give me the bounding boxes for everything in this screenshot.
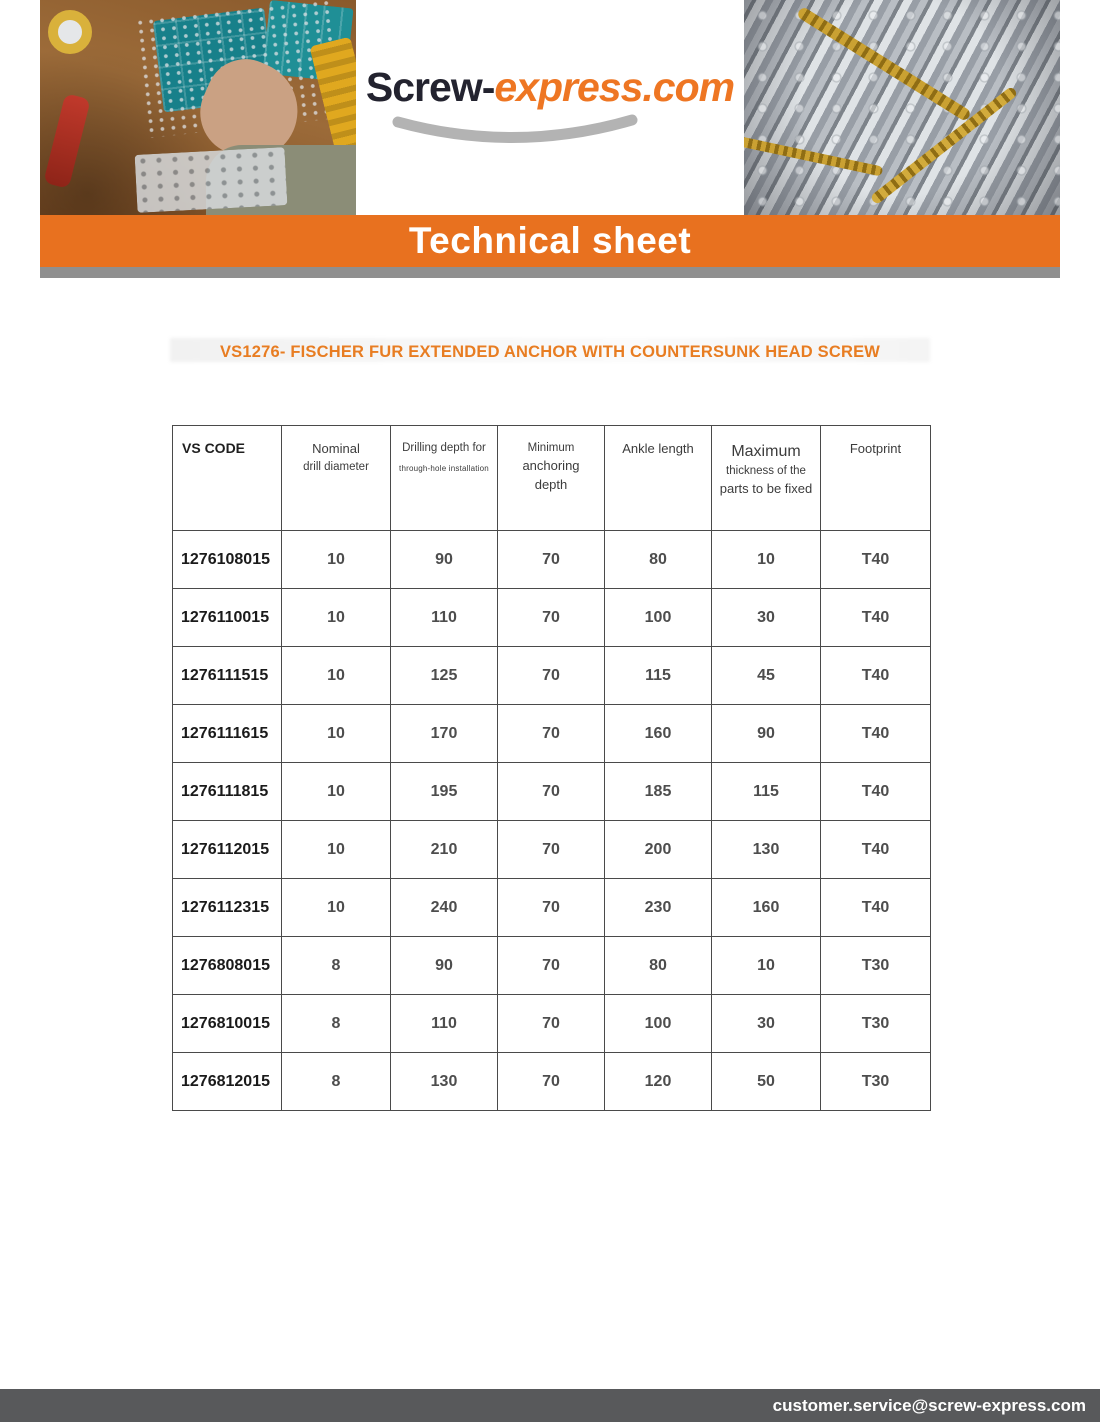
table-cell: T40: [821, 763, 931, 821]
metal-parts-tray: [135, 147, 288, 213]
header-line: depth: [534, 476, 568, 492]
table-cell: T40: [821, 647, 931, 705]
table-row: [173, 937, 931, 995]
col-header-ankle-length: [605, 426, 712, 531]
table-cell: 8: [282, 995, 391, 1053]
header-line: anchoring: [522, 457, 580, 473]
header-line: Footprint: [849, 441, 902, 456]
vs-code-cell: 1276808015: [173, 937, 282, 995]
table-cell: 115: [712, 763, 821, 821]
table-cell: 240: [391, 879, 498, 937]
product-title: VS1276- FISCHER FUR EXTENDED ANCHOR WITH COUNTERSUNK HEAD SCREW: [219, 343, 881, 361]
table-body: [173, 531, 931, 1111]
table-cell: T30: [821, 937, 931, 995]
table-cell: T30: [821, 995, 931, 1053]
red-tool-icon: [43, 93, 90, 189]
table-cell: 115: [605, 647, 712, 705]
vs-code-cell: 1276812015: [173, 1053, 282, 1111]
vs-code-cell: 1276810015: [173, 995, 282, 1053]
table-cell: 160: [605, 705, 712, 763]
table-row: [173, 531, 931, 589]
table-cell: 125: [391, 647, 498, 705]
logo-part-express: express.com: [494, 64, 735, 110]
header-line: through-hole installation: [399, 463, 489, 473]
table-row: [173, 763, 931, 821]
table-cell: 10: [282, 531, 391, 589]
vs-code-cell: 1276111515: [173, 647, 282, 705]
header-line: thickness of the: [726, 465, 806, 478]
table-cell: 10: [282, 879, 391, 937]
logo-swoosh-icon: [390, 114, 640, 148]
col-header-footprint: [821, 426, 931, 531]
table-cell: 10: [282, 763, 391, 821]
screws-pile-photo: [744, 0, 1060, 215]
table-cell: 70: [498, 995, 605, 1053]
logo-text: [365, 64, 735, 110]
vs-code-cell: 1276111815: [173, 763, 282, 821]
vs-code-cell: 1276112315: [173, 879, 282, 937]
spec-table: [172, 425, 931, 1111]
header-line: Minimum: [527, 442, 575, 454]
header-line: Ankle length: [622, 441, 694, 456]
table-cell: 70: [498, 879, 605, 937]
table-cell: T40: [821, 705, 931, 763]
footer-bar: [0, 1389, 1100, 1422]
table-cell: 170: [391, 705, 498, 763]
col-header-vs-code: [173, 426, 282, 531]
table-cell: T30: [821, 1053, 931, 1111]
header-line: Nominal: [312, 441, 360, 456]
table-header: [173, 426, 931, 531]
table-row: [173, 589, 931, 647]
table-cell: 80: [605, 937, 712, 995]
table-cell: 80: [605, 531, 712, 589]
table-cell: 90: [391, 531, 498, 589]
table-row: [173, 995, 931, 1053]
table-cell: 90: [391, 937, 498, 995]
table-cell: 70: [498, 1053, 605, 1111]
table-cell: 100: [605, 589, 712, 647]
table-row: [173, 821, 931, 879]
workbench-photo: [40, 0, 356, 215]
table-cell: 70: [498, 821, 605, 879]
table-cell: 10: [282, 705, 391, 763]
col-header-nominal-diameter: [282, 426, 391, 531]
table-cell: 30: [712, 995, 821, 1053]
logo-part-screw: Screw-: [365, 64, 495, 110]
customer-service-email[interactable]: customer.service@screw-express.com: [772, 1395, 1086, 1415]
table-cell: 120: [605, 1053, 712, 1111]
table-cell: 8: [282, 937, 391, 995]
col-header-max-thickness: [712, 426, 821, 531]
table-cell: 10: [282, 821, 391, 879]
technical-sheet-banner: [40, 215, 1060, 267]
table-cell: 8: [282, 1053, 391, 1111]
header-line: Drilling depth for: [402, 442, 486, 454]
table-cell: 45: [712, 647, 821, 705]
table-cell: 200: [605, 821, 712, 879]
table-cell: T40: [821, 531, 931, 589]
vs-code-cell: 1276108015: [173, 531, 282, 589]
tape-measure-icon: [48, 10, 92, 54]
vs-code-cell: 1276110015: [173, 589, 282, 647]
table-cell: 70: [498, 705, 605, 763]
table-cell: 110: [391, 995, 498, 1053]
table-cell: T40: [821, 879, 931, 937]
banner-shadow: [40, 267, 1060, 278]
table-cell: 10: [712, 531, 821, 589]
banner-title: Technical sheet: [408, 220, 692, 261]
table-cell: 10: [282, 647, 391, 705]
table-row: [173, 879, 931, 937]
table-cell: 70: [498, 589, 605, 647]
col-header-min-anchoring-depth: [498, 426, 605, 531]
table-cell: 70: [498, 763, 605, 821]
vs-code-cell: 1276112015: [173, 821, 282, 879]
table-cell: 230: [605, 879, 712, 937]
table-cell: 130: [712, 821, 821, 879]
table-cell: 110: [391, 589, 498, 647]
table-cell: 160: [712, 879, 821, 937]
table-cell: 70: [498, 647, 605, 705]
table-row: [173, 705, 931, 763]
col-header-drilling-depth: [391, 426, 498, 531]
header-line: Maximum: [731, 443, 801, 460]
table-cell: 90: [712, 705, 821, 763]
table-cell: T40: [821, 589, 931, 647]
table-cell: 30: [712, 589, 821, 647]
table-cell: 70: [498, 937, 605, 995]
table-cell: 130: [391, 1053, 498, 1111]
table-cell: 10: [282, 589, 391, 647]
table-cell: T40: [821, 821, 931, 879]
table-cell: 70: [498, 531, 605, 589]
table-row: [173, 1053, 931, 1111]
table-cell: 210: [391, 821, 498, 879]
header-line: VS CODE: [182, 440, 246, 456]
header-line: drill diameter: [303, 460, 369, 473]
table-cell: 10: [712, 937, 821, 995]
table-cell: 185: [605, 763, 712, 821]
table-row: [173, 647, 931, 705]
table-cell: 50: [712, 1053, 821, 1111]
vs-code-cell: 1276111615: [173, 705, 282, 763]
table-cell: 195: [391, 763, 498, 821]
header-row: [173, 426, 931, 531]
table-cell: 100: [605, 995, 712, 1053]
header-line: parts to be fixed: [719, 480, 813, 496]
brand-logo: [356, 0, 744, 215]
